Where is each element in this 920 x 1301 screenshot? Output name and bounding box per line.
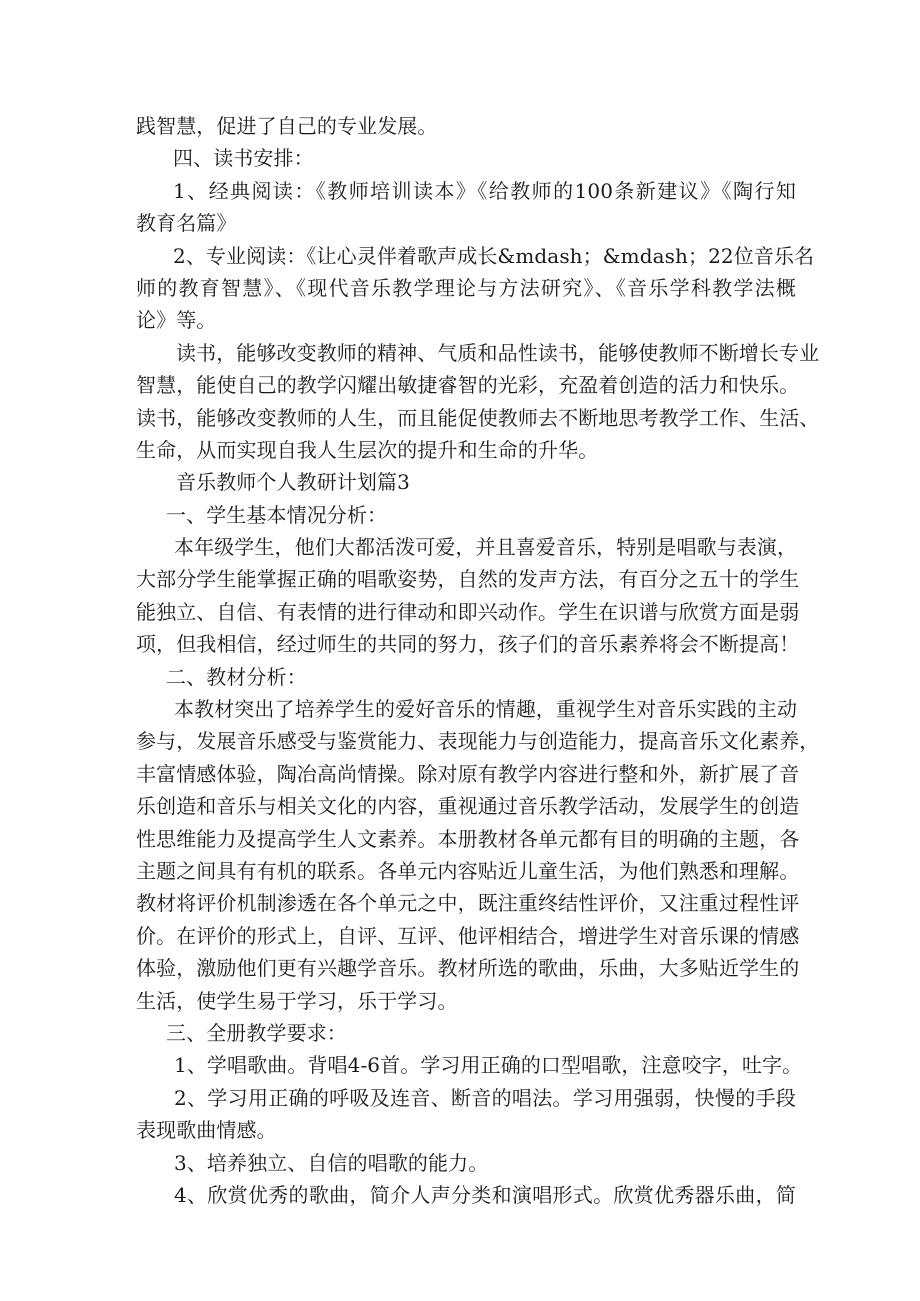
text-line: 2、学习用正确的呼吸及连音、断音的唱法。学习用强弱，快慢的手段	[174, 1085, 796, 1110]
document-body	[136, 110, 820, 1211]
text-line: 本年级学生，他们大都活泼可爱，并且喜爱音乐，特别是唱歌与表演，	[174, 535, 798, 560]
text-line: 项，但我相信，经过师生的共同的努力，孩子们的音乐素养将会不断提高！	[136, 632, 800, 657]
text-line: 教育名篇》	[136, 211, 237, 236]
text-line: 体验，激励他们更有兴趣学音乐。教材所选的歌曲，乐曲，大多贴近学生的	[136, 956, 800, 981]
section-heading: 三、全册教学要求：	[166, 1020, 347, 1045]
text-line: 大部分学生能掌握正确的唱歌姿势，自然的发声方法，有百分之五十的学生	[136, 567, 800, 592]
text-line: 1、学唱歌曲。背唱4-6首。学习用正确的口型唱歌，注意咬字，吐字。	[174, 1053, 803, 1078]
text-line: 读书，能够改变教师的人生，而且能促使教师去不断地思考教学工作、生活、	[136, 405, 820, 430]
text-line: 丰富情感体验，陶冶高尚情操。除对原有教学内容进行整和外，新扩展了音	[136, 761, 800, 786]
text-line: 生活，使学生易于学习，乐于学习。	[136, 988, 458, 1013]
text-line: 生命，从而实现自我人生层次的提升和生命的升华。	[136, 437, 599, 462]
text-line: 主题之间具有有机的联系。各单元内容贴近儿童生活，为他们熟悉和理解。	[136, 858, 800, 883]
text-line: 乐创造和音乐与相关文化的内容，重视通过音乐教学活动，发展学生的创造	[136, 794, 800, 819]
text-line: 参与，发展音乐感受与鉴赏能力、表现能力与创造能力，提高音乐文化素养，	[136, 729, 820, 754]
text-line: 本教材突出了培养学生的爱好音乐的情趣，重视学生对音乐实践的主动	[174, 697, 798, 722]
text-line: 践智慧，促进了自己的专业发展。	[136, 114, 438, 138]
text-line: 智慧，能使自己的教学闪耀出敏捷睿智的光彩，充盈着创造的活力和快乐。	[136, 373, 800, 398]
section-heading: 四、读书安排：	[173, 146, 314, 171]
text-line: 能独立、自信、有表情的进行律动和即兴动作。学生在识谱与欣赏方面是弱	[136, 599, 800, 624]
section-heading: 二、教材分析：	[166, 664, 307, 689]
text-line: 读书，能够改变教师的精神、气质和品性读书，能够使教师不断增长专业	[176, 340, 820, 365]
text-line: 价。在评价的形式上，自评、互评、他评相结合，增进学生对音乐课的情感	[136, 923, 800, 948]
text-line: 性思维能力及提高学生人文素养。本册教材各单元都有目的明确的主题，各	[136, 826, 800, 851]
text-line: 表现歌曲情感。	[136, 1118, 277, 1143]
text-line: 1、经典阅读：《教师培训读本》《给教师的100条新建议》《陶行知	[173, 178, 796, 203]
section-heading: 一、学生基本情况分析：	[166, 502, 388, 527]
text-line: 4、欣赏优秀的歌曲，简介人声分类和演唱形式。欣赏优秀器乐曲，简	[174, 1182, 796, 1207]
section-title: 音乐教师个人教研计划篇3	[176, 470, 410, 495]
text-line: 论》等。	[136, 308, 217, 333]
text-line: 教材将评价机制渗透在各个单元之中，既注重终结性评价，又注重过程性评	[136, 891, 800, 916]
text-line: 3、培养独立、自信的唱歌的能力。	[174, 1150, 489, 1175]
text-line: 师的教育智慧》、《现代音乐教学理论与方法研究》、《音乐学科教学法概	[136, 275, 796, 300]
text-line: 2、专业阅读：《让心灵伴着歌声成长&mdash；&mdash；22位音乐名	[173, 243, 815, 268]
